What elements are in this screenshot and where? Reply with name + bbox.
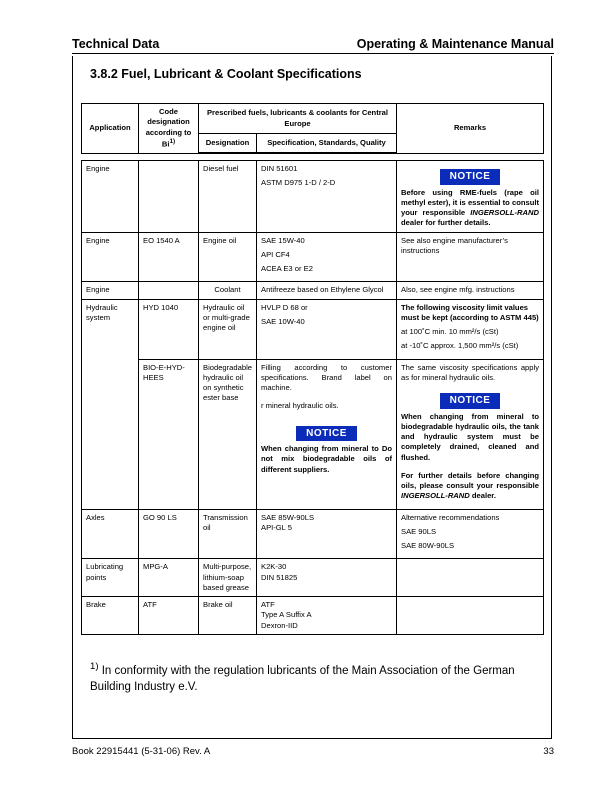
spec-line: SAE 85W-90LS [261, 512, 315, 522]
col-header-designation: Designation [199, 134, 257, 153]
cell-application: Brake [82, 597, 139, 635]
cell-application: Engine [82, 161, 139, 233]
col-header-remarks: Remarks [397, 104, 544, 154]
spec-line: ATF [261, 600, 275, 610]
notice-text: When changing from mineral to Do not mix biodegradable oils of different suppliers. [261, 444, 392, 474]
header-manual-title: Operating & Maintenance Manual [356, 37, 554, 51]
remarks-text: The same viscosity specifications apply as for mineral hydraulic oils. [401, 362, 539, 382]
cell-specification [257, 509, 397, 559]
remarks-line: at -10˚C approx. 1,500 mm²/s (cSt) [401, 341, 519, 351]
cell-application: Engine [82, 232, 139, 282]
cell-application: Hydraulic system [82, 299, 139, 509]
cell-specification [257, 559, 397, 597]
page-title: 3.8.2 Fuel, Lubricant & Coolant Specifications [90, 67, 362, 81]
brand-name: INGERSOLL-RAND [401, 491, 470, 501]
cell-designation: Biodegradable hydraulic oil on synthetic ester base [199, 359, 257, 509]
spec-line: ACEA E3 or E2 [261, 264, 313, 274]
table-row [82, 232, 544, 282]
cell-specification [257, 299, 397, 359]
cell-remarks [397, 299, 544, 359]
spec-line: K2K-30 [261, 562, 287, 572]
col-header-code [139, 104, 199, 154]
cell-code: BIO-E-HYD-HEES [139, 359, 199, 509]
cell-application: Engine [82, 282, 139, 299]
cell-designation: Diesel fuel [199, 161, 257, 233]
col-header-code-text: Code designation according to Bi [145, 107, 192, 149]
spec-line: Type A Suffix A [261, 610, 312, 620]
cell-code: ATF [139, 597, 199, 635]
cell-designation: Transmission oil [199, 509, 257, 559]
cell-designation: Coolant [199, 282, 257, 299]
remarks-text: The following viscosity limit values must be kept (according to ASTM 445) [401, 302, 539, 322]
page-number: 33 [543, 746, 554, 757]
cell-application: Axles [82, 509, 139, 559]
spec-line: API-GL 5 [261, 522, 292, 532]
cell-code: HYD 1040 [139, 299, 199, 359]
cell-remarks: Also, see engine mfg. instructions [397, 282, 544, 299]
footnote-ref: 1) [169, 137, 176, 145]
spec-line: Dexron-IID [261, 620, 298, 630]
spec-line: SAE 10W-40 [261, 316, 305, 326]
notice-badge: NOTICE [440, 393, 501, 409]
brand-name: INGERSOLL-RAND [470, 208, 539, 218]
cell-specification [257, 597, 397, 635]
footnote-marker: 1) [90, 661, 99, 672]
table-row [82, 359, 544, 509]
cell-designation: Hydraulic oil or multi-grade engine oil [199, 299, 257, 359]
spec-line: Filling according to customer specifications. Brand label on machine. [261, 362, 392, 393]
col-header-specification: Specification, Standards, Quality [257, 134, 397, 153]
cell-application: Lubricating points [82, 559, 139, 597]
cell-designation: Multi-purpose, lithium-soap based grease [199, 559, 257, 597]
cell-remarks [397, 161, 544, 233]
cell-remarks [397, 359, 544, 509]
specifications-table [81, 103, 544, 635]
spec-line: API CF4 [261, 249, 290, 259]
table-row [82, 559, 544, 597]
remarks-text: For further details before changing oils, please consult your responsible INGERSOLL-RAND dealer. [401, 470, 539, 501]
remarks-line: SAE 90LS [401, 526, 437, 536]
header-section-title: Technical Data [72, 37, 160, 51]
cell-remarks [397, 559, 544, 597]
cell-code: MPG-A [139, 559, 199, 597]
spec-line: ASTM D975 1-D / 2-D [261, 178, 336, 188]
col-header-application: Application [82, 104, 139, 154]
cell-code [139, 282, 199, 299]
cell-code: GO 90 LS [139, 509, 199, 559]
cell-code [139, 161, 199, 233]
cell-designation: Engine oil [199, 232, 257, 282]
cell-remarks [397, 509, 544, 559]
footer-book-reference: Book 22915441 (5-31-06) Rev. A [72, 746, 211, 757]
remarks-text: Before using RME-fuels (rape oil methyl ester), it is essential to consult your responsible INGERSOLL-RAND dealer for further details. [401, 187, 539, 228]
cell-specification: Antifreeze based on Ethylene Glycol [257, 282, 397, 299]
table-row [82, 282, 544, 299]
footnote [90, 660, 530, 695]
header-divider [72, 53, 554, 54]
spec-line: HVLP D 68 or [261, 302, 308, 312]
spec-line: DIN 51601 [261, 164, 298, 174]
remarks-line: Alternative recommendations [401, 512, 500, 522]
remarks-line: at 100˚C min. 10 mm²/s (cSt) [401, 327, 499, 337]
spec-line: r mineral hydraulic oils. [261, 401, 339, 411]
cell-remarks [397, 597, 544, 635]
col-header-prescribed: Prescribed fuels, lubricants & coolants for Central Europe [199, 104, 397, 134]
footnote-text: In conformity with the regulation lubricants of the Main Association of the German Building Industry e.V. [90, 664, 515, 693]
cell-specification [257, 232, 397, 282]
notice-badge: NOTICE [296, 426, 357, 442]
cell-specification [257, 161, 397, 233]
spec-line: DIN 51825 [261, 572, 298, 582]
table-row [82, 161, 544, 233]
remarks-line: SAE 80W-90LS [401, 541, 455, 551]
table-row [82, 509, 544, 559]
spec-line: SAE 15W-40 [261, 235, 305, 245]
cell-specification [257, 359, 397, 509]
notice-text: When changing from mineral to biodegradable hydraulic oils, the tank and hydraulic system must be completely drained, cleaned and flushed. [401, 411, 539, 462]
table-row [82, 597, 544, 635]
table-row [82, 299, 544, 359]
cell-designation: Brake oil [199, 597, 257, 635]
notice-badge: NOTICE [440, 169, 501, 185]
header-gap [82, 153, 544, 161]
cell-remarks: See also engine manufacturer’s instructions [397, 232, 544, 282]
cell-code: EO 1540 A [139, 232, 199, 282]
